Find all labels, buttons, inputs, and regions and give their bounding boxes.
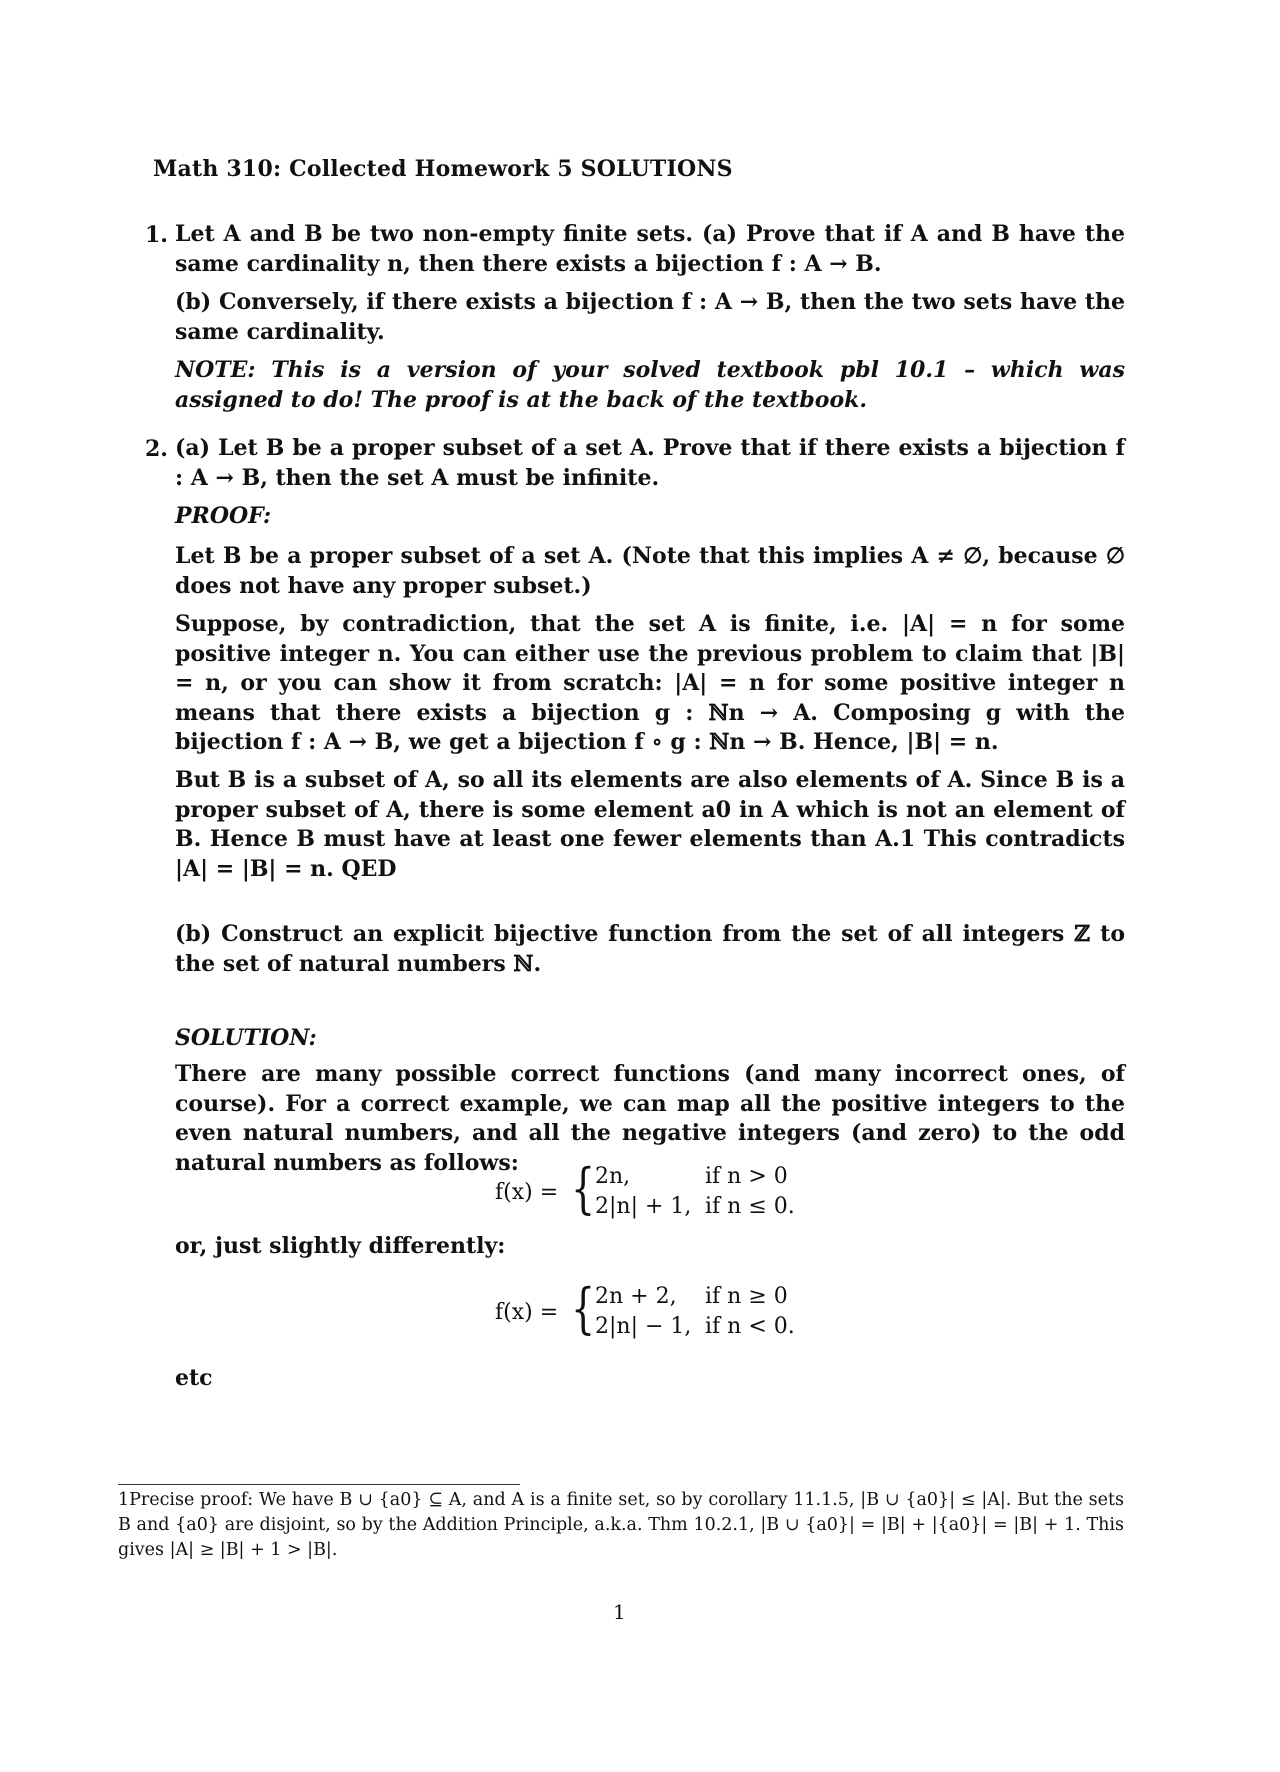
proof-paragraph-1: Let B be a proper subset of a set A. (Note that this implies A ≠ ∅, because ∅ does not have any proper subset.): [175, 543, 1125, 599]
formula-2-case1-cond: if n ≥ 0: [705, 1284, 788, 1309]
problem-1-note: NOTE: This is a version of your solved textbook pbl 10.1 – which was assigned to do! The proof is at the back of the textbook.: [175, 357, 1125, 413]
problem-2-number: 2.: [145, 436, 168, 462]
formula-2-case2-expr: 2|n| − 1,: [595, 1314, 692, 1339]
proof-paragraph-2: Suppose, by contradiction, that the set A is finite, i.e. |A| = n for some positive integer n. You can either use the previous problem to claim that |B| = n, or you can show it from scratch: |A| = n for some positive integer n means that there exists a bijection g : ℕn → A. Composing g with the bijection f : A → B, we get a bijection f ∘ g : ℕn → B. Hence, |B| = n.: [175, 611, 1125, 755]
etc-text: etc: [175, 1365, 213, 1391]
solution-text: There are many possible correct functions (and many incorrect ones, of course). For a correct example, we can map all the positive integers to the even natural numbers, and all the negative integers (and zero) to the odd natural numbers as follows:: [175, 1061, 1125, 1176]
proof-label: PROOF:: [175, 503, 272, 529]
formula-1-case2-cond: if n ≤ 0.: [705, 1194, 795, 1219]
formula-2-brace: {: [571, 1277, 596, 1340]
formula-1-lhs: f(x) =: [495, 1180, 559, 1205]
formula-1-brace: {: [571, 1157, 596, 1220]
formula-1-case2-expr: 2|n| + 1,: [595, 1194, 692, 1219]
formula-1-case1-cond: if n > 0: [705, 1164, 788, 1189]
formula-2-case2-cond: if n < 0.: [705, 1314, 795, 1339]
problem-1-part-b: (b) Conversely, if there exists a bijection f : A → B, then the two sets have the same cardinality.: [175, 289, 1125, 345]
problem-2-part-a: (a) Let B be a proper subset of a set A. Prove that if there exists a bijection f : A → B, then the set A must be infinite.: [175, 435, 1125, 491]
formula-2-lhs: f(x) =: [495, 1300, 559, 1325]
page-title: Math 310: Collected Homework 5 SOLUTIONS: [153, 156, 733, 182]
problem-1-number: 1.: [145, 222, 168, 248]
footnote-rule: [118, 1484, 520, 1485]
problem-2-part-b: (b) Construct an explicit bijective function from the set of all integers ℤ to the set of natural numbers ℕ.: [175, 921, 1125, 977]
proof-paragraph-3: But B is a subset of A, so all its elements are also elements of A. Since B is a proper subset of A, there is some element a0 in A which is not an element of B. Hence B must have at least one fewer elements than A.1 This contradicts |A| = |B| = n. QED: [175, 767, 1125, 882]
footnote: 1Precise proof: We have B ∪ {a0} ⊆ A, and A is a finite set, so by corollary 11.1.5, |B ∪ {a0}| ≤ |A|. But the sets B and {a0} are disjoint, so by the Addition Principle, a.k.a. Thm 10.2.1, |B ∪ {a0}| = |B| + |{a0}| = |B| + 1. This gives |A| ≥ |B| + 1 > |B|.: [118, 1490, 1124, 1560]
page-number: 1: [613, 1600, 626, 1624]
formula-1-case1-expr: 2n,: [595, 1164, 631, 1189]
problem-1-part-a: Let A and B be two non-empty finite sets. (a) Prove that if A and B have the same cardinality n, then there exists a bijection f : A → B.: [175, 221, 1125, 277]
between-formulas-text: or, just slightly differently:: [175, 1233, 506, 1259]
solution-label: SOLUTION:: [175, 1025, 317, 1051]
formula-2-case1-expr: 2n + 2,: [595, 1284, 677, 1309]
